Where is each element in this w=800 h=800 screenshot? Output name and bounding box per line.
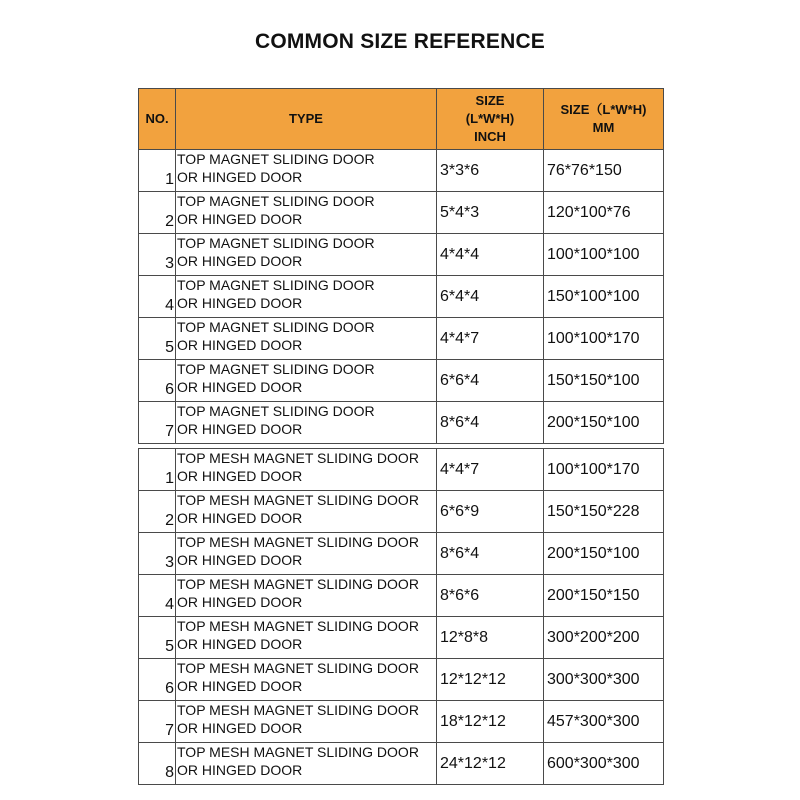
row-size-inch: 5*4*3 xyxy=(437,192,544,234)
row-number: 4 xyxy=(139,276,176,318)
row-size-mm: 600*300*300 xyxy=(544,743,664,785)
row-size-mm: 150*150*100 xyxy=(544,360,664,402)
header-size-inch: SIZE (L*W*H) INCH xyxy=(437,89,544,150)
row-number: 7 xyxy=(139,701,176,743)
row-size-mm: 457*300*300 xyxy=(544,701,664,743)
table-row xyxy=(139,743,664,785)
row-type: TOP MESH MAGNET SLIDING DOOR OR HINGED DOOR xyxy=(176,449,437,491)
table-row xyxy=(139,234,664,276)
row-size-inch: 6*4*4 xyxy=(437,276,544,318)
row-type: TOP MAGNET SLIDING DOOR OR HINGED DOOR xyxy=(176,192,437,234)
row-number: 4 xyxy=(139,575,176,617)
table-row xyxy=(139,192,664,234)
row-size-inch: 12*12*12 xyxy=(437,659,544,701)
table-row xyxy=(139,491,664,533)
row-size-inch: 4*4*7 xyxy=(437,449,544,491)
header-size-mm: SIZE（L*W*H) MM xyxy=(544,89,664,150)
row-size-mm: 200*150*100 xyxy=(544,533,664,575)
row-size-inch: 6*6*4 xyxy=(437,360,544,402)
row-number: 1 xyxy=(139,150,176,192)
row-size-mm: 100*100*170 xyxy=(544,318,664,360)
row-size-mm: 200*150*150 xyxy=(544,575,664,617)
row-size-inch: 4*4*4 xyxy=(437,234,544,276)
row-type: TOP MAGNET SLIDING DOOR OR HINGED DOOR xyxy=(176,150,437,192)
row-type: TOP MESH MAGNET SLIDING DOOR OR HINGED DOOR xyxy=(176,701,437,743)
table-row xyxy=(139,402,664,444)
row-type: TOP MAGNET SLIDING DOOR OR HINGED DOOR xyxy=(176,318,437,360)
table-row xyxy=(139,150,664,192)
row-size-inch: 12*8*8 xyxy=(437,617,544,659)
row-number: 5 xyxy=(139,318,176,360)
row-size-inch: 8*6*4 xyxy=(437,402,544,444)
row-type: TOP MAGNET SLIDING DOOR OR HINGED DOOR xyxy=(176,402,437,444)
row-number: 3 xyxy=(139,234,176,276)
row-number: 1 xyxy=(139,449,176,491)
row-size-mm: 150*150*228 xyxy=(544,491,664,533)
table-row xyxy=(139,575,664,617)
row-number: 7 xyxy=(139,402,176,444)
row-number: 8 xyxy=(139,743,176,785)
table-row xyxy=(139,276,664,318)
row-number: 3 xyxy=(139,533,176,575)
table-row xyxy=(139,701,664,743)
row-number: 5 xyxy=(139,617,176,659)
row-size-mm: 76*76*150 xyxy=(544,150,664,192)
row-size-mm: 120*100*76 xyxy=(544,192,664,234)
row-number: 2 xyxy=(139,192,176,234)
table-row xyxy=(139,617,664,659)
row-type: TOP MESH MAGNET SLIDING DOOR OR HINGED DOOR xyxy=(176,659,437,701)
row-size-mm: 300*200*200 xyxy=(544,617,664,659)
row-size-inch: 6*6*9 xyxy=(437,491,544,533)
header-type: TYPE xyxy=(176,89,437,150)
header-no: NO. xyxy=(139,89,176,150)
size-table-magnet xyxy=(138,88,664,444)
table-header-row xyxy=(139,89,664,150)
row-size-mm: 100*100*100 xyxy=(544,234,664,276)
size-table-mesh-magnet xyxy=(138,448,664,785)
row-size-inch: 4*4*7 xyxy=(437,318,544,360)
row-size-inch: 8*6*4 xyxy=(437,533,544,575)
row-size-inch: 18*12*12 xyxy=(437,701,544,743)
row-number: 6 xyxy=(139,360,176,402)
row-size-mm: 150*100*100 xyxy=(544,276,664,318)
row-size-mm: 300*300*300 xyxy=(544,659,664,701)
row-type: TOP MESH MAGNET SLIDING DOOR OR HINGED DOOR xyxy=(176,743,437,785)
table-row xyxy=(139,318,664,360)
table-row xyxy=(139,360,664,402)
table-row xyxy=(139,449,664,491)
row-type: TOP MESH MAGNET SLIDING DOOR OR HINGED DOOR xyxy=(176,617,437,659)
row-type: TOP MESH MAGNET SLIDING DOOR OR HINGED DOOR xyxy=(176,491,437,533)
row-size-inch: 3*3*6 xyxy=(437,150,544,192)
page-title: COMMON SIZE REFERENCE xyxy=(254,30,546,53)
row-type: TOP MAGNET SLIDING DOOR OR HINGED DOOR xyxy=(176,276,437,318)
row-type: TOP MAGNET SLIDING DOOR OR HINGED DOOR xyxy=(176,234,437,276)
row-number: 2 xyxy=(139,491,176,533)
table-row xyxy=(139,659,664,701)
row-size-mm: 100*100*170 xyxy=(544,449,664,491)
row-type: TOP MAGNET SLIDING DOOR OR HINGED DOOR xyxy=(176,360,437,402)
row-type: TOP MESH MAGNET SLIDING DOOR OR HINGED DOOR xyxy=(176,533,437,575)
row-type: TOP MESH MAGNET SLIDING DOOR OR HINGED DOOR xyxy=(176,575,437,617)
row-size-inch: 8*6*6 xyxy=(437,575,544,617)
row-number: 6 xyxy=(139,659,176,701)
row-size-inch: 24*12*12 xyxy=(437,743,544,785)
table-row xyxy=(139,533,664,575)
row-size-mm: 200*150*100 xyxy=(544,402,664,444)
